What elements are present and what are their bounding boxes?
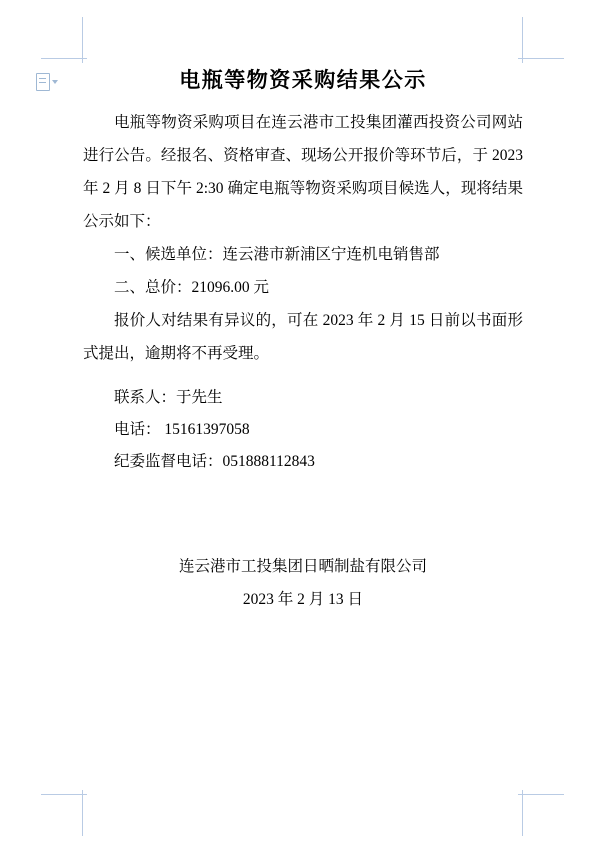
list-item: 一、候选单位：连云港市新浦区宁连机电销售部: [114, 246, 440, 263]
objection-notice: 报价人对结果有异议的，可在 2023 年 2 月 15 日前以书面形式提出，逾期将不再受理。: [83, 312, 523, 362]
document-attachment-icon[interactable]: [36, 72, 58, 92]
signature-organization: 连云港市工投集团日晒制盐有限公司: [178, 558, 427, 575]
intro-paragraph: 电瓶等物资采购项目在连云港市工投集团灌西投资公司网站进行公告。经报名、资格审查、现场公开报价等环节后，于 2023 年 2 月 8 日下午 2:30 确定电瓶等物资采购项目候选人，现将结果公示如下：: [83, 114, 523, 230]
document-icon-glyph: [36, 73, 50, 91]
document-body: [83, 56, 523, 616]
list-item: 二、总价：21096.00 元: [114, 279, 270, 296]
crop-mark-top-left-horizontal: [41, 58, 87, 59]
crop-mark-bottom-left-vertical: [82, 790, 83, 836]
contact-phone: 电话： 15161397058: [114, 421, 250, 438]
signature-block: [83, 550, 523, 616]
crop-mark-bottom-left-horizontal: [41, 794, 87, 795]
crop-mark-bottom-right-vertical: [522, 790, 523, 836]
crop-mark-bottom-right-horizontal: [518, 794, 564, 795]
contact-block: [83, 382, 523, 478]
signature-date: 2023 年 2 月 13 日: [242, 591, 364, 608]
contact-person: 联系人：于先生: [114, 389, 223, 406]
page-title: 电瓶等物资采购结果公示: [179, 68, 427, 92]
supervision-phone: 纪委监督电话：051888112843: [114, 453, 315, 470]
chevron-down-icon: [52, 80, 58, 84]
crop-mark-top-right-horizontal: [518, 58, 564, 59]
